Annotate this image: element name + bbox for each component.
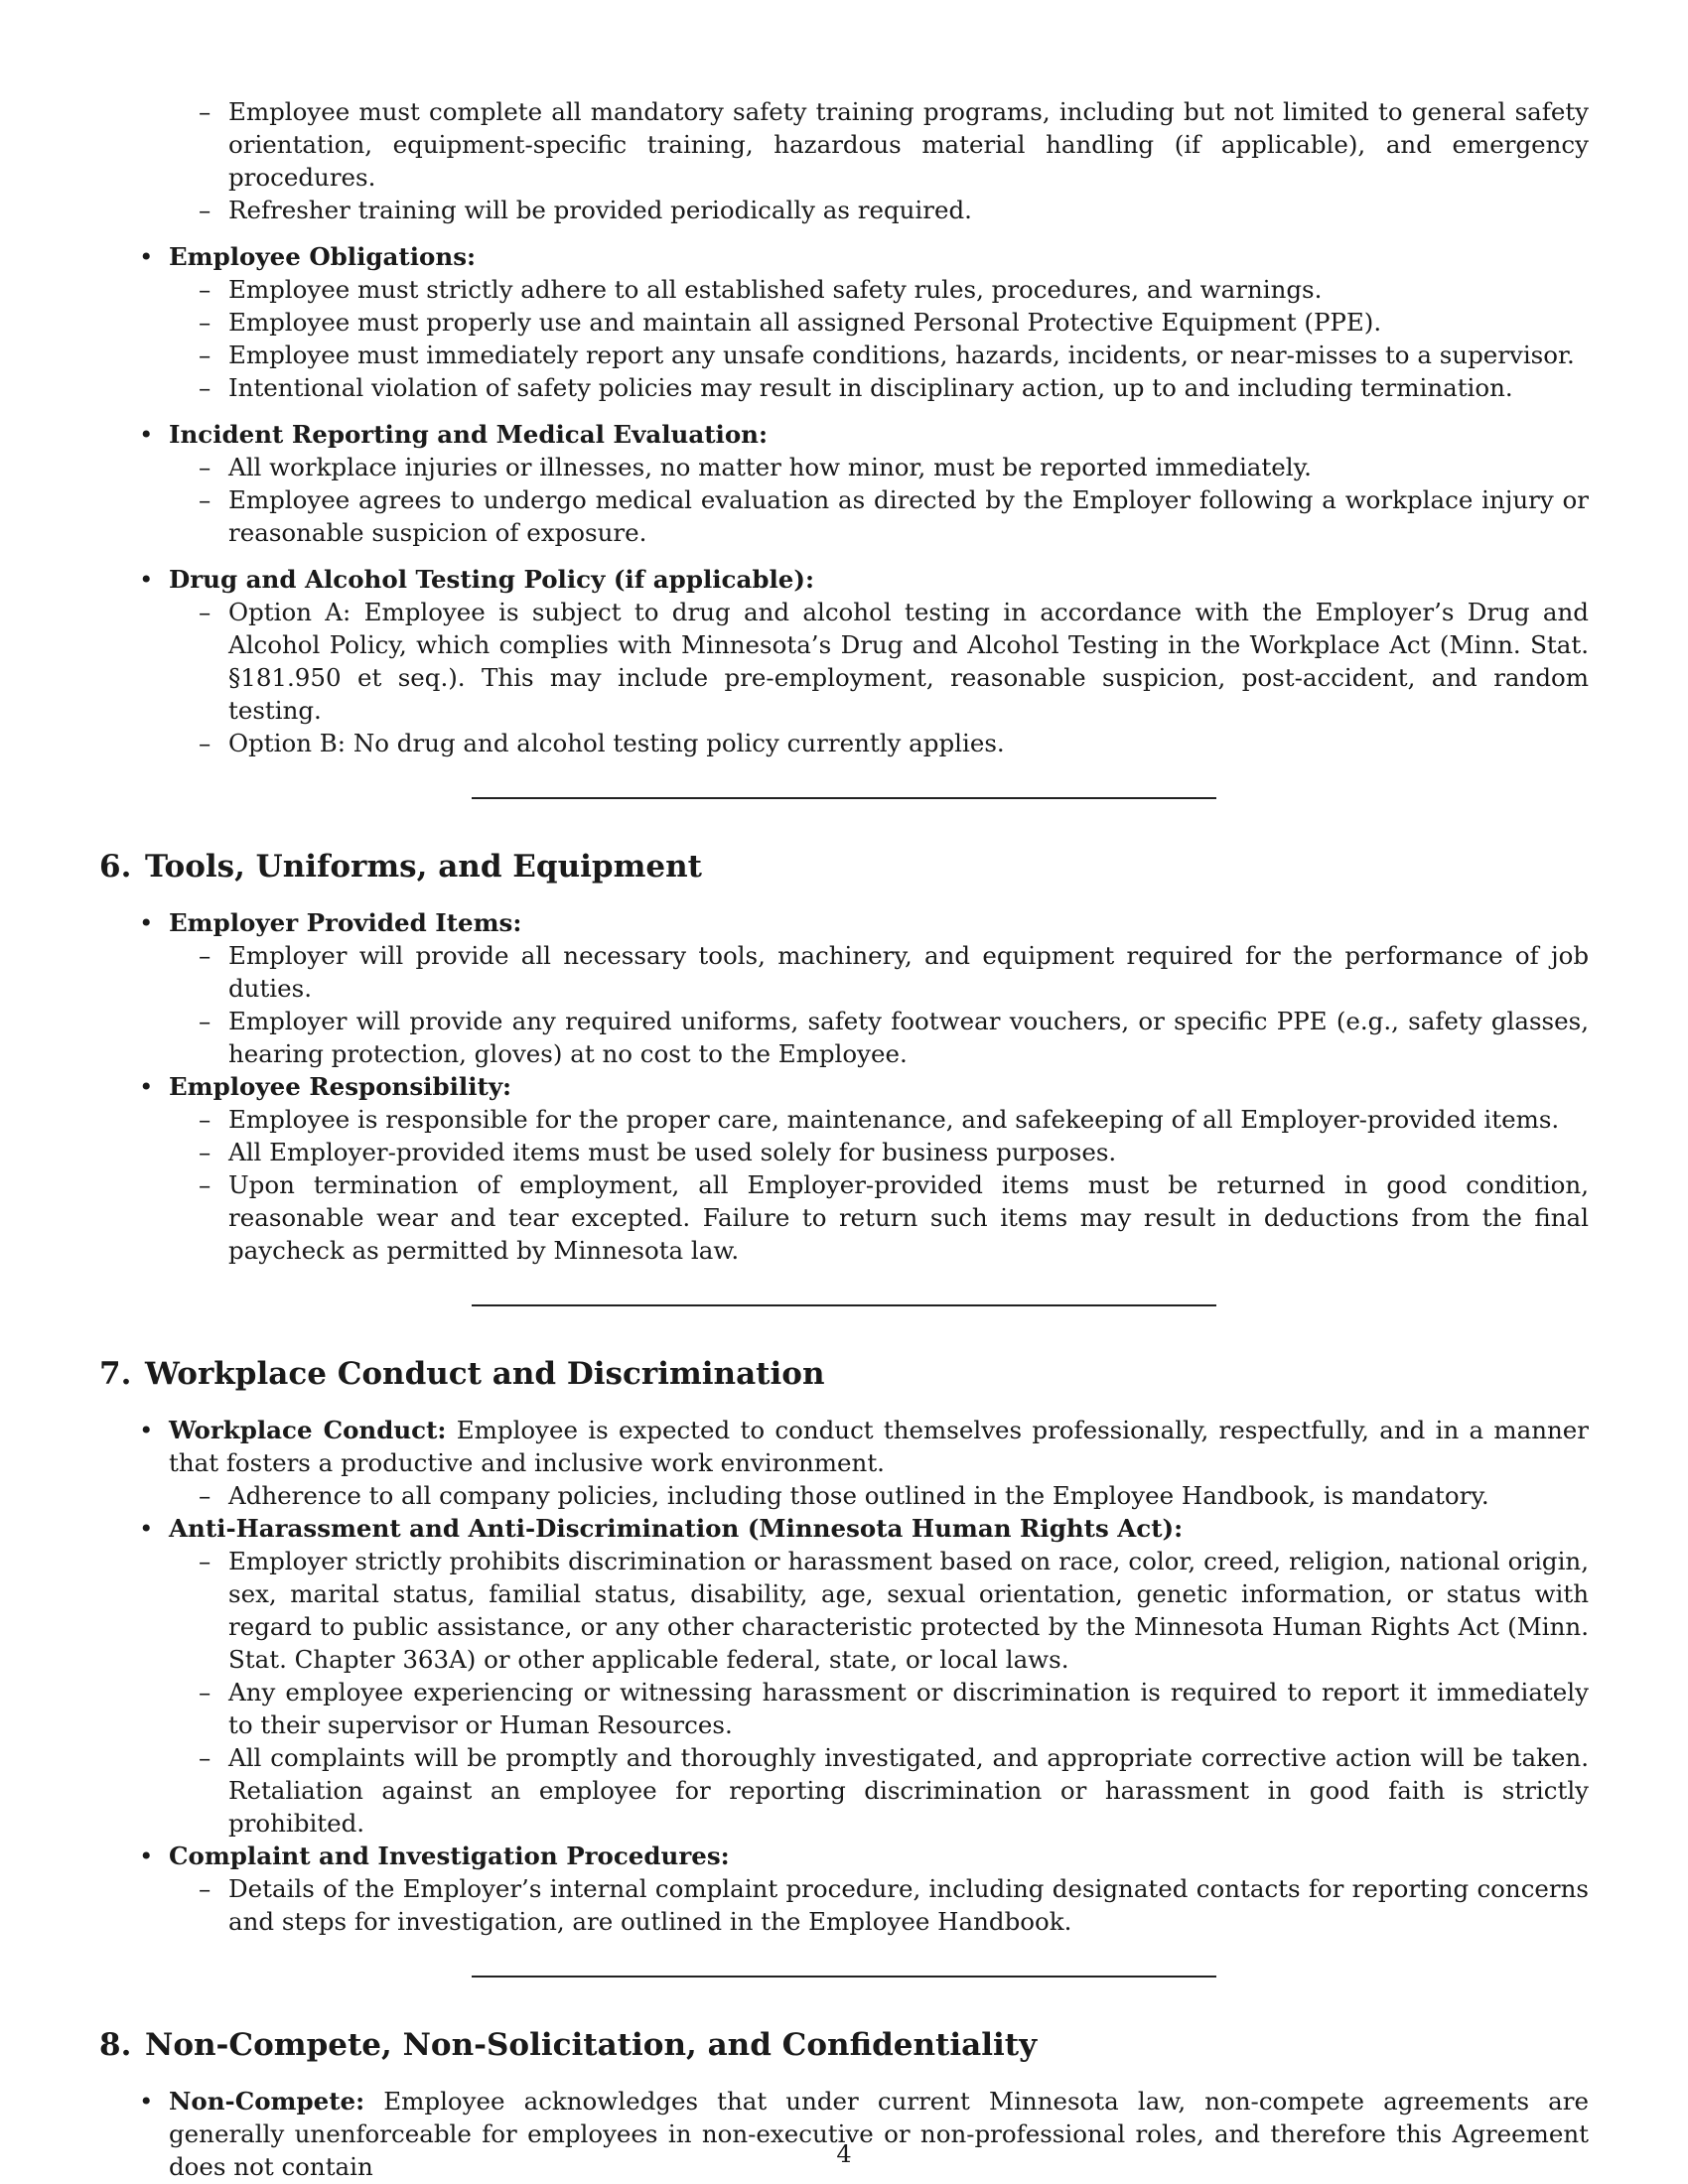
list-item: – Option B: No drug and alcohol testing policy currently applies. bbox=[228, 727, 1589, 759]
list-item: – Adherence to all company policies, including those outlined in the Employee Handbook, is mandatory. bbox=[228, 1479, 1589, 1512]
section-number: 6. bbox=[99, 849, 132, 885]
section-divider bbox=[472, 1976, 1216, 1978]
antiharassment-sublist bbox=[169, 1545, 1589, 1840]
list-item: – Upon termination of employment, all Employer-provided items must be returned in good condition, reasonable wear and tear excepted. Failure to return such items may result in deductions from the final paycheck as permitted by Minnesota law. bbox=[228, 1168, 1589, 1267]
section-number: 8. bbox=[99, 2027, 132, 2063]
section7-list bbox=[99, 1414, 1589, 1938]
provided-sublist bbox=[169, 939, 1589, 1070]
drug-sublist bbox=[169, 596, 1589, 759]
section-divider bbox=[472, 1304, 1216, 1306]
drug-heading: Drug and Alcohol Testing Policy (if applicable): bbox=[169, 565, 815, 594]
drug-bullet bbox=[169, 563, 1589, 759]
section-divider bbox=[472, 797, 1216, 799]
noncompete-heading: Non-Compete: bbox=[169, 2087, 365, 2116]
conduct-sublist bbox=[169, 1479, 1589, 1512]
list-item: – Employee must complete all mandatory safety training programs, including but not limited to general safety orientation, equipment-specific training, hazardous material handling (if applicable), and emergency procedures. bbox=[228, 95, 1589, 194]
conduct-bullet bbox=[169, 1414, 1589, 1512]
obligations-sublist bbox=[169, 273, 1589, 404]
provided-bullet bbox=[169, 906, 1589, 1070]
complaint-heading: Complaint and Investigation Procedures: bbox=[169, 1842, 730, 1870]
training-sublist bbox=[169, 95, 1589, 226]
list-item: – Employee must properly use and maintain all assigned Personal Protective Equipment (PPE). bbox=[228, 306, 1589, 339]
list-item: – Employer strictly prohibits discrimination or harassment based on race, color, creed, religion, national origin, sex, marital status, familial status, disability, age, sexual orientation, genetic information, or status with regard to public assistance, or any other characteristic protected by the Minnesota Human Rights Act (Minn. Stat. Chapter 363A) or other applicable federal, state, or local laws. bbox=[228, 1545, 1589, 1676]
section-title: Workplace Conduct and Discrimination bbox=[145, 1356, 825, 1392]
section-title: Tools, Uniforms, and Equipment bbox=[145, 849, 702, 885]
list-item: – Employee must immediately report any unsafe conditions, hazards, incidents, or near-misses to a supervisor. bbox=[228, 339, 1589, 371]
list-item: – Employer will provide all necessary tools, machinery, and equipment required for the performance of job duties. bbox=[228, 939, 1589, 1005]
noncompete-text: Employee acknowledges that under current Minnesota law, non-compete agreements are generally unenforceable for employees in non-executive or non-professional roles, and therefore this Agreement does not contain bbox=[169, 2087, 1590, 2181]
list-item: – Refresher training will be provided periodically as required. bbox=[228, 194, 1589, 226]
obligations-list bbox=[99, 240, 1589, 759]
provided-heading: Employer Provided Items: bbox=[169, 908, 522, 937]
section-6-heading bbox=[99, 847, 1589, 887]
list-item: – Details of the Employer’s internal complaint procedure, including designated contacts for reporting concerns and steps for investigation, are outlined in the Employee Handbook. bbox=[228, 1872, 1589, 1938]
conduct-heading: Workplace Conduct: bbox=[169, 1416, 447, 1444]
section-7-heading bbox=[99, 1354, 1589, 1394]
complaint-bullet bbox=[169, 1840, 1589, 1938]
incident-heading: Incident Reporting and Medical Evaluation: bbox=[169, 420, 769, 449]
list-item: – Employee agrees to undergo medical evaluation as directed by the Employer following a workplace injury or reasonable suspicion of exposure. bbox=[228, 483, 1589, 549]
page-number: 4 bbox=[836, 2140, 852, 2168]
responsibility-bullet bbox=[169, 1070, 1589, 1267]
incident-sublist bbox=[169, 451, 1589, 549]
list-item: – All Employer-provided items must be used solely for business purposes. bbox=[228, 1136, 1589, 1168]
training-item-group bbox=[169, 95, 1589, 226]
list-item: – Employer will provide any required uniforms, safety footwear vouchers, or specific PPE (e.g., safety glasses, hearing protection, gloves) at no cost to the Employee. bbox=[228, 1005, 1589, 1070]
section5-continued bbox=[99, 95, 1589, 226]
document-page bbox=[99, 95, 1589, 2183]
section8-list bbox=[99, 2085, 1589, 2183]
conduct-text: Employee is expected to conduct themselves professionally, respectfully, and in a manner that fosters a productive and inclusive work environment. bbox=[169, 1416, 1589, 1477]
section-title: Non-Compete, Non-Solicitation, and Confidentiality bbox=[145, 2027, 1038, 2063]
list-item: – Option A: Employee is subject to drug and alcohol testing in accordance with the Employer’s Drug and Alcohol Policy, which complies with Minnesota’s Drug and Alcohol Testing in the Workplace Act (Minn. Stat. §181.950 et seq.). This may include pre-employment, reasonable suspicion, post-accident, and random testing. bbox=[228, 596, 1589, 727]
incident-bullet bbox=[169, 418, 1589, 549]
section-8-heading bbox=[99, 2025, 1589, 2065]
list-item: – Employee must strictly adhere to all established safety rules, procedures, and warnings. bbox=[228, 273, 1589, 306]
list-item: – Intentional violation of safety policies may result in disciplinary action, up to and including termination. bbox=[228, 371, 1589, 404]
responsibility-sublist bbox=[169, 1103, 1589, 1267]
noncompete-bullet bbox=[169, 2085, 1589, 2183]
responsibility-heading: Employee Responsibility: bbox=[169, 1072, 512, 1101]
antiharassment-bullet bbox=[169, 1512, 1589, 1840]
obligations-bullet bbox=[169, 240, 1589, 404]
antiharassment-heading: Anti-Harassment and Anti-Discrimination (Minnesota Human Rights Act): bbox=[169, 1514, 1184, 1543]
list-item: – All workplace injuries or illnesses, no matter how minor, must be reported immediately. bbox=[228, 451, 1589, 483]
list-item: – All complaints will be promptly and thoroughly investigated, and appropriate corrective action will be taken. Retaliation against an employee for reporting discrimination or harassment in good faith is strictly prohibited. bbox=[228, 1741, 1589, 1840]
obligations-heading: Employee Obligations: bbox=[169, 242, 477, 271]
complaint-sublist bbox=[169, 1872, 1589, 1938]
list-item: – Employee is responsible for the proper care, maintenance, and safekeeping of all Employer-provided items. bbox=[228, 1103, 1589, 1136]
section6-list bbox=[99, 906, 1589, 1267]
section-number: 7. bbox=[99, 1356, 132, 1392]
list-item: – Any employee experiencing or witnessing harassment or discrimination is required to report it immediately to their supervisor or Human Resources. bbox=[228, 1676, 1589, 1741]
